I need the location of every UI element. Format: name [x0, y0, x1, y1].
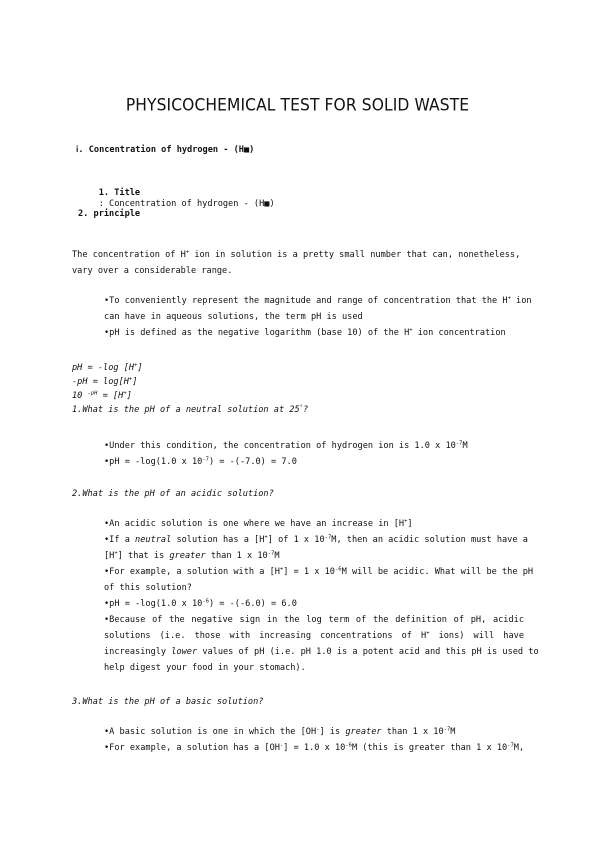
acidic-bullet-ph: •pH = -log(1.0 x $10^{-6}) = -(-6.0) = 6.0$: [104, 598, 297, 609]
item-title-label: 1. Title: [98, 188, 141, 198]
acidic-bullet-because-line-3: increasingly lower values of pH (i.e. pH 1.0 is a potent acid and this pH is used to: [104, 647, 539, 657]
question-acidic: 2.What is the pH of an acidic solution?: [72, 489, 274, 499]
acidic-bullet-neutral-line-1: •If a neutral solution has a [H+] of 1 x $10^{-7}M$, then an acidic solution must have a: [104, 534, 528, 545]
acidic-bullet-because-line-4: help digest your food in your stomach).: [104, 663, 306, 673]
item-title-value: : Concentration of hydrogen - (H■): [98, 199, 275, 209]
neutral-bullet-concentration: •Under this condition, the concentration of hydrogen ion is 1.0 x $10^{-7}M$: [104, 440, 468, 451]
bullet-magnitude-line-1: •To conveniently represent the magnitude and range of concentration that the H+ ion: [104, 295, 532, 306]
equation-power: 10 $^{-pH}$ = [H+]: [72, 390, 132, 401]
acidic-bullet-increase: •An acidic solution is one where we have an increase in [H+]: [104, 518, 413, 529]
acidic-bullet-example-line-2: of this solution?: [104, 583, 192, 593]
acidic-bullet-because-line-2: solutions (i.e. those with increasing concentrations of H+ ions) will have: [104, 630, 524, 641]
neutral-bullet-ph: •pH = -log(1.0 x $10^{-7}) = -(-7.0) = 7.0$: [104, 456, 297, 467]
acidic-bullet-neutral-line-2: [H+] that is greater than 1 x $10^{-7}M$: [104, 550, 280, 561]
equation-neg-ph: -pH = log[H+]: [72, 376, 138, 387]
section-heading: ⅰ. Concentration of hydrogen - (H■): [76, 145, 255, 155]
intro-line-1: The concentration of H+ ion in solution is a pretty small number that can, nonetheless,: [72, 249, 521, 260]
question-basic: 3.What is the pH of a basic solution?: [72, 697, 264, 707]
question-neutral: 1.What is the pH of a neutral solution at 25°?: [72, 404, 309, 415]
intro-line-2: vary over a considerable range.: [72, 266, 233, 276]
acidic-bullet-example-line-1: •For example, a solution with a [H+] = 1 x $10^{-6}M$ will be acidic. What will be the pH: [104, 566, 534, 577]
basic-bullet-definition: •A basic solution is one in which the [OH-] is greater than 1 x $10^{-7}M$: [104, 726, 456, 737]
acidic-bullet-because-line-1: •Because of the negative sign in the log term of the definition of pH, acidic: [104, 615, 524, 625]
document-title: PHYSICOCHEMICAL TEST FOR SOLID WASTE: [125, 95, 470, 115]
basic-bullet-example: •For example, a solution has a [OH-] = 1.0 x $10^{-6}M$ (this is greater than 1 x $10^{-7}M$,: [104, 742, 525, 753]
item-principle-label: 2. principle: [78, 209, 141, 219]
bullet-magnitude-line-2: can have in aqueous solutions, the term pH is used: [104, 312, 363, 322]
bullet-ph-definition: •pH is defined as the negative logarithm (base 10) of the H+ ion concentration: [104, 327, 506, 338]
equation-ph: pH = -log [H+]: [72, 362, 143, 373]
